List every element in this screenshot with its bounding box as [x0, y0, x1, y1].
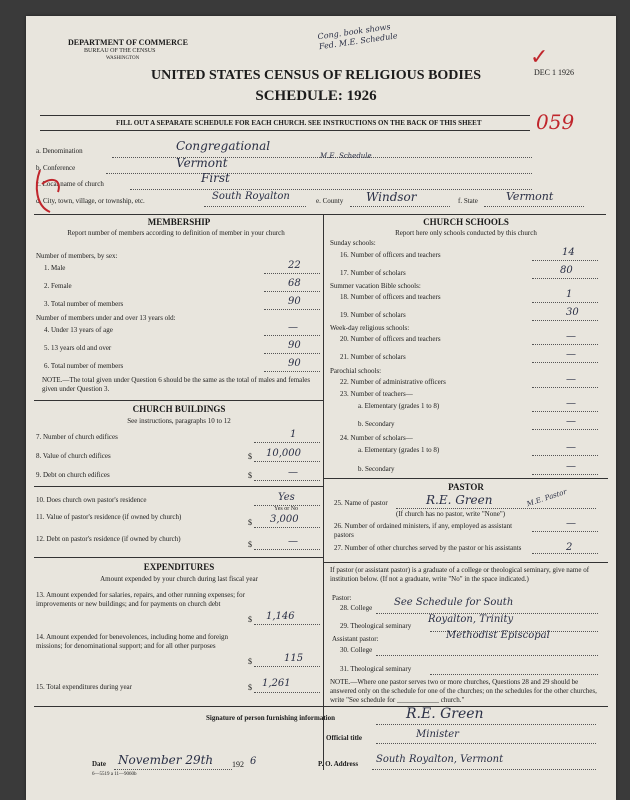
- conference-value: Vermont: [176, 156, 228, 170]
- address-value: South Royalton, Vermont: [376, 754, 504, 765]
- address-label: P. O. Address: [318, 760, 359, 768]
- q23a-value: —: [566, 398, 576, 409]
- q30-label: 30. College: [340, 646, 373, 654]
- q24-label: 24. Number of scholars—: [340, 434, 413, 442]
- q31-label: 31. Theological seminary: [340, 665, 412, 673]
- q25-note: M.E. Pastor: [525, 487, 568, 509]
- dept-label: DEPARTMENT OF COMMERCE: [68, 38, 189, 47]
- conference-label: b. Conference: [36, 164, 76, 172]
- q14-value: 115: [284, 653, 304, 664]
- q2-value: 68: [288, 278, 301, 289]
- q15-value: 1,261: [262, 678, 291, 689]
- q8-dollar: $: [248, 452, 252, 461]
- schedule-title: SCHEDULE: 1926: [255, 88, 377, 104]
- q7-label: 7. Number of church edifices: [36, 433, 118, 441]
- county-value: Windsor: [366, 190, 417, 204]
- q11-label: 11. Value of pastor's residence (if owned by church): [36, 513, 182, 521]
- pastor-heading: PASTOR: [448, 482, 484, 492]
- q18-value: 1: [566, 289, 573, 300]
- graduate-note: If pastor (or assistant pastor) is a graduate of a college or theological seminary, give name of institution below. (If not a graduate, write "No" in the space indicated.): [330, 566, 590, 583]
- title-label: Official title: [326, 734, 362, 742]
- q19-label: 19. Number of scholars: [340, 311, 406, 319]
- membership-intro: Report number of members according to definition of member in your church: [67, 229, 285, 237]
- q14-label: 14. Amount expended for benevolences, including home and foreign missions; for denominational support; and for all other purposes: [36, 633, 229, 650]
- q8-value: 10,000: [266, 448, 301, 459]
- q16-label: 16. Number of officers and teachers: [340, 251, 441, 259]
- denomination-note: M.E. Schedule: [320, 152, 372, 160]
- q16-value: 14: [562, 247, 575, 258]
- q9-value: —: [288, 467, 298, 478]
- q13-dollar: $: [248, 615, 252, 624]
- q6-value: 90: [288, 358, 301, 369]
- q27-label: 27. Number of other churches served by the pastor or his assistants: [334, 544, 522, 552]
- q17-value: 80: [560, 265, 573, 276]
- assistant-sublabel: Assistant pastor:: [332, 635, 379, 643]
- pastor-sublabel: Pastor:: [332, 594, 352, 602]
- serial-number: 059: [536, 110, 575, 134]
- parochial-label: Parochial schools:: [330, 367, 382, 375]
- state-label: f. State: [458, 197, 478, 205]
- title-value: Minister: [416, 729, 459, 740]
- q25-label: 25. Name of pastor: [334, 499, 388, 507]
- q4-label: 4. Under 13 years of age: [44, 326, 113, 334]
- q3-label: 3. Total number of members: [44, 300, 124, 308]
- by-sex-label: Number of members, by sex:: [36, 252, 118, 260]
- q28-label: 28. College: [340, 604, 373, 612]
- q8-label: 8. Value of church edifices: [36, 452, 111, 460]
- q12-label: 12. Debt on pastor's residence (if owned by church): [36, 535, 181, 543]
- schools-heading: CHURCH SCHOOLS: [423, 217, 509, 227]
- instruction-line: FILL OUT A SEPARATE SCHEDULE FOR EACH CHURCH. SEE INSTRUCTIONS ON THE BACK OF THIS SHEET: [116, 119, 482, 127]
- summer-label: Summer vacation Bible schools:: [330, 282, 421, 290]
- signature-label: Signature of person furnishing information: [206, 714, 335, 722]
- city-label-field: d. City, town, village, or township, etc.: [36, 197, 145, 205]
- membership-note: NOTE.—The total given under Question 6 should be the same as the total of males and females given under Question 3.: [42, 376, 311, 393]
- q15-dollar: $: [248, 683, 252, 692]
- local-name-label: c. Local name of church: [36, 180, 104, 188]
- q24b-label: b. Secondary: [358, 465, 395, 473]
- q12-dollar: $: [248, 540, 252, 549]
- schools-sub: Report here only schools conducted by this church: [395, 229, 537, 237]
- date-value: November 29th: [118, 753, 214, 767]
- date-label: Date: [92, 760, 106, 768]
- q23a-label: a. Elementary (grades 1 to 8): [358, 402, 440, 410]
- q20-value: —: [566, 331, 576, 342]
- membership-heading: MEMBERSHIP: [147, 217, 211, 227]
- q9-label: 9. Debt on church edifices: [36, 471, 110, 479]
- q3-value: 90: [288, 296, 301, 307]
- year-handwritten: 6: [250, 756, 257, 767]
- q29-value: Royalton, Trinity: [428, 614, 514, 625]
- year-prefix: 192: [232, 760, 244, 769]
- buildings-sub: See instructions, paragraphs 10 to 12: [127, 417, 231, 425]
- q4-value: —: [288, 322, 298, 333]
- q10-value: Yes: [278, 492, 295, 503]
- city-value: South Royalton: [212, 191, 290, 202]
- denomination-value: Congregational: [176, 139, 271, 153]
- q10-label: 10. Does church own pastor's residence: [36, 496, 147, 504]
- q5-label: 5. 13 years old and over: [44, 344, 112, 352]
- q6-label: 6. Total number of members: [44, 362, 124, 370]
- q11-dollar: $: [248, 518, 252, 527]
- q22-label: 22. Number of administrative officers: [340, 378, 446, 386]
- q21-value: —: [566, 349, 576, 360]
- q14-dollar: $: [248, 657, 252, 666]
- pastor-note: NOTE.—Where one pastor serves two or more churches, Questions 28 and 29 should be answered only on the schedule for one of the churches; on the schedules for the other churches, write "See schedule for ____________ church.": [330, 678, 597, 704]
- local-name-value: First: [201, 171, 230, 185]
- q24a-value: —: [566, 442, 576, 453]
- handwritten-note: Cong. book shows Fed. M.E. Schedule: [317, 22, 399, 52]
- state-value: Vermont: [506, 190, 554, 203]
- q24a-label: a. Elementary (grades 1 to 8): [358, 446, 440, 454]
- q19-value: 30: [566, 307, 579, 318]
- q25-sub: (If church has no pastor, write "None"): [396, 510, 506, 518]
- census-form-sheet: [26, 16, 616, 800]
- q26-value: —: [566, 518, 576, 529]
- q5-value: 90: [288, 340, 301, 351]
- q1-value: 22: [288, 260, 301, 271]
- county-label: e. County: [316, 197, 344, 205]
- q11-value: 3,000: [270, 514, 299, 525]
- q13-value: 1,146: [266, 611, 295, 622]
- q24b-value: —: [566, 461, 576, 472]
- q26-label: 26. Number of ordained ministers, if any, employed as assistant pastors: [334, 522, 513, 539]
- denomination-label: a. Denomination: [36, 147, 83, 155]
- print-code: 6—5519 a 11—9060b: [92, 772, 137, 777]
- q28-value: See Schedule for South: [394, 597, 514, 608]
- q1-label: 1. Male: [44, 264, 66, 272]
- q13-label: 13. Amount expended for salaries, repairs, and other running expenses; for improvements or new buildings; and for payments on church debt: [36, 591, 245, 608]
- under-over-label: Number of members under and over 13 years old:: [36, 314, 176, 322]
- q18-label: 18. Number of officers and teachers: [340, 293, 441, 301]
- q12-value: —: [288, 536, 298, 547]
- q9-dollar: $: [248, 471, 252, 480]
- q23b-value: —: [566, 416, 576, 427]
- signature-value: R.E. Green: [406, 706, 484, 722]
- bureau-label: BUREAU OF THE CENSUS: [84, 48, 156, 54]
- q10-note: Yes or No: [274, 506, 299, 512]
- assistant-handwriting: Methodist Episcopal: [446, 630, 550, 641]
- q25-value: R.E. Green: [426, 493, 493, 507]
- form-title: UNITED STATES CENSUS OF RELIGIOUS BODIES: [150, 68, 481, 83]
- check-mark-icon: ✓: [530, 44, 549, 69]
- expenditures-sub: Amount expended by your church during last fiscal year: [100, 575, 258, 583]
- q23b-label: b. Secondary: [358, 420, 395, 428]
- weekday-label: Week-day religious schools:: [330, 324, 410, 332]
- q21-label: 21. Number of scholars: [340, 353, 406, 361]
- expenditures-heading: EXPENDITURES: [143, 562, 215, 572]
- q7-value: 1: [290, 429, 297, 440]
- sunday-label: Sunday schools:: [330, 239, 376, 247]
- q20-label: 20. Number of officers and teachers: [340, 335, 441, 343]
- buildings-heading: CHURCH BUILDINGS: [132, 404, 226, 414]
- city-label: WASHINGTON: [106, 56, 140, 61]
- q15-label: 15. Total expenditures during year: [36, 683, 132, 691]
- q22-value: —: [566, 374, 576, 385]
- q29-label: 29. Theological seminary: [340, 622, 412, 630]
- red-margin-mark-icon: [32, 166, 72, 216]
- q2-label: 2. Female: [44, 282, 72, 290]
- received-stamp: DEC 1 1926: [534, 68, 574, 77]
- q23-label: 23. Number of teachers—: [340, 390, 413, 398]
- q17-label: 17. Number of scholars: [340, 269, 406, 277]
- q27-value: 2: [566, 542, 573, 553]
